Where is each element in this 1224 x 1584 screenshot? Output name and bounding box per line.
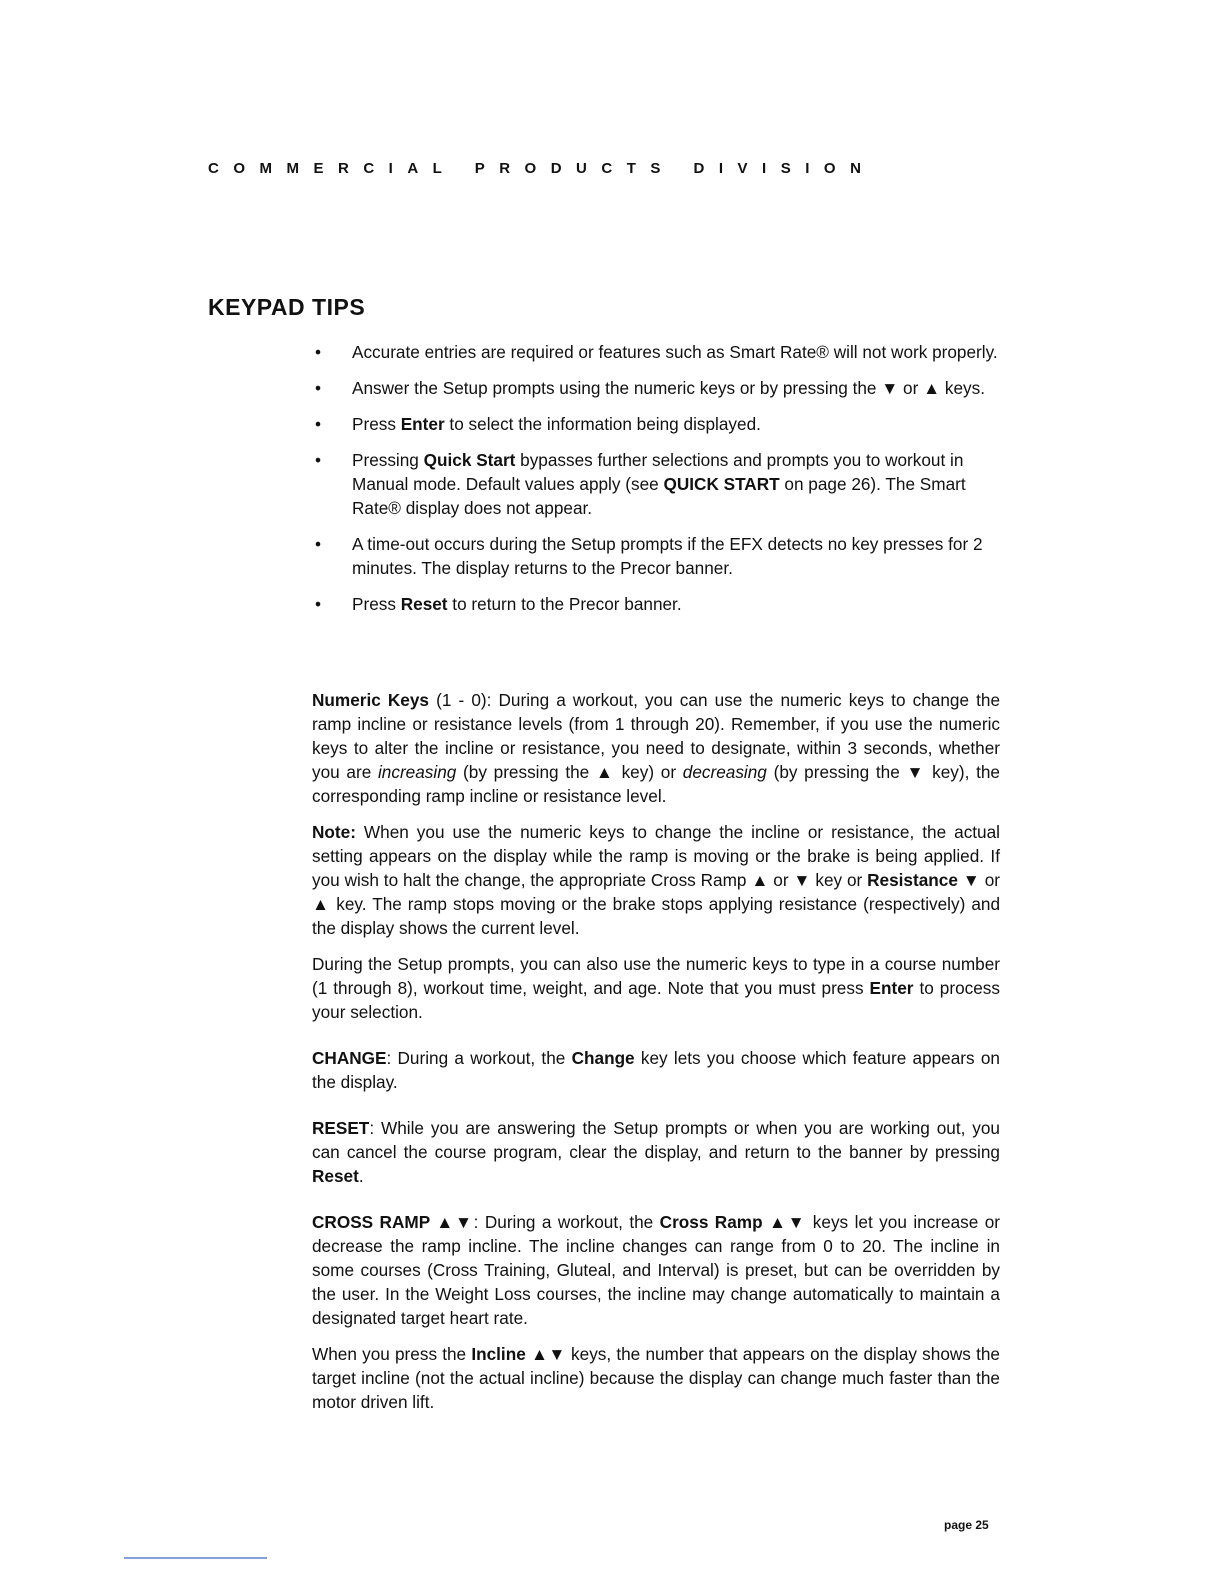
footer-divider bbox=[124, 1557, 267, 1559]
page-number: page 25 bbox=[944, 1518, 989, 1532]
body-text bbox=[312, 688, 1000, 1426]
page-title: KEYPAD TIPS bbox=[208, 294, 366, 320]
list-item: • Press Enter to select the information being displayed. bbox=[315, 414, 761, 434]
bullet-icon: • bbox=[315, 414, 322, 434]
cross-ramp-paragraph: CROSS RAMP ▲▼: During a workout, the Cross Ramp ▲▼ keys let you increase or decrease the ramp incline. The incline changes can range from 0 to 20. The incline in some courses (Cross Training, Gluteal, and Interval) is preset, but can be overridden by the user. In the Weight Loss courses, the incline may change automatically to maintain a designated target heart rate. bbox=[312, 1212, 1000, 1328]
bullet-icon: • bbox=[315, 594, 322, 614]
enter-key-label: Enter bbox=[400, 414, 445, 434]
list-item: • Pressing Quick Start bypasses further selections and prompts you to workout in Manual mode. Default values apply (see QUICK START on page 26). The Smart Rate® display does not appear. bbox=[315, 450, 966, 518]
keypad-tips-list bbox=[312, 340, 1002, 628]
quick-start-reference: QUICK START bbox=[663, 474, 780, 494]
bullet-icon: • bbox=[315, 534, 322, 554]
setup-paragraph: During the Setup prompts, you can also use the numeric keys to type in a course number (1 through 8), workout time, weight, and age. Note that you must press Enter to process your selection. bbox=[312, 954, 1000, 1022]
note-paragraph: Note: When you use the numeric keys to change the incline or resistance, the actual setting appears on the display while the ramp is moving or the brake is being applied. If you wish to halt the change, the appropriate Cross Ramp ▲ or ▼ key or Resistance ▼ or ▲ key. The ramp stops moving or the brake stops applying resistance (respectively) and the display shows the current level. bbox=[312, 822, 1000, 938]
quick-start-key-label: Quick Start bbox=[423, 450, 516, 470]
change-paragraph: CHANGE: During a workout, the Change key lets you choose which feature appears on the display. bbox=[312, 1048, 1000, 1092]
list-item: • Accurate entries are required or features such as Smart Rate® will not work properly. bbox=[315, 342, 998, 362]
reset-paragraph: RESET: While you are answering the Setup prompts or when you are working out, you can cancel the course program, clear the display, and return to the banner by pressing Reset. bbox=[312, 1118, 1000, 1186]
division-header: COMMERCIAL PRODUCTS DIVISION bbox=[208, 160, 876, 177]
list-item: • Press Reset to return to the Precor banner. bbox=[315, 594, 682, 614]
bullet-icon: • bbox=[315, 450, 322, 470]
numeric-keys-paragraph: Numeric Keys (1 - 0): During a workout, you can use the numeric keys to change the ramp incline or resistance levels (from 1 through 20). Remember, if you use the numeric keys to alter the incline or resistance, you need to designate, within 3 seconds, whether you are increasing (by pressing the ▲ key) or decreasing (by pressing the ▼ key), the corresponding ramp incline or resistance level. bbox=[312, 690, 1001, 806]
incline-paragraph: When you press the Incline ▲▼ keys, the number that appears on the display shows the target incline (not the actual incline) because the display can change much faster than the motor driven lift. bbox=[312, 1344, 1000, 1412]
bullet-icon: • bbox=[315, 378, 322, 398]
list-item: • A time-out occurs during the Setup prompts if the EFX detects no key presses for 2 minutes. The display returns to the Precor banner. bbox=[315, 534, 983, 578]
bullet-icon: • bbox=[315, 342, 322, 362]
list-item: • Answer the Setup prompts using the numeric keys or by pressing the ▼ or ▲ keys. bbox=[315, 378, 986, 398]
reset-key-label: Reset bbox=[400, 594, 448, 614]
